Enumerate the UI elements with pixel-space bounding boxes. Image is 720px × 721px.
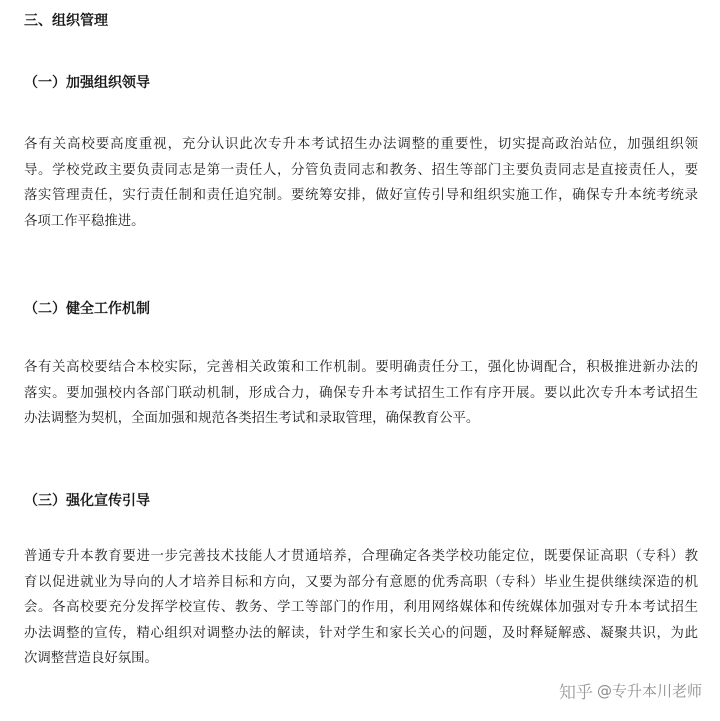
paragraph-2 [24, 355, 698, 432]
paragraph-3 [24, 544, 698, 672]
paragraph-line: 各有关高校要结合本校实际，完善相关政策和工作机制。要明确责任分工，强化协调配合，积极推进新办法的 [24, 360, 698, 375]
paragraph-line: 各项工作平稳推进。 [24, 213, 145, 229]
paragraph-line: 次调整营造良好氛围。 [24, 651, 158, 666]
watermark-author: @专升本川老师 [596, 682, 702, 700]
paragraph-line: 导。学校党政主要负责同志是第一责任人，分管负责同志和教务、招生等部门主要负责同志是直接责任人，要 [24, 162, 698, 178]
paragraph-line: 落实管理责任，实行责任制和责任追究制。要统筹安排，做好宣传引导和组织实施工作，确保专升本统考统录 [24, 188, 698, 203]
subsection-heading-3: （三）强化宣传引导 [24, 493, 150, 509]
paragraph-line: 落实。要加强校内各部门联动机制，形成合力，确保专升本考试招生工作有序开展。要以此次专升本考试招生 [24, 385, 698, 401]
zhihu-logo-text: 知乎 [558, 683, 593, 703]
subsection-heading-2: （二）健全工作机制 [24, 301, 150, 317]
paragraph-line: 会。各高校要充分发挥学校宣传、教务、学工等部门的作用，利用网络媒体和传统媒体加强对专升本考试招生 [24, 600, 698, 615]
subsection-heading-1: （一）加强组织领导 [24, 75, 150, 91]
paragraph-line: 各有关高校要高度重视，充分认识此次专升本考试招生办法调整的重要性，切实提高政治站位，加强组织领 [24, 137, 698, 152]
paragraph-line: 育以促进就业为导向的人才培养目标和方向，又要为部分有意愿的优秀高职（专科）毕业生提供继续深造的机 [24, 574, 698, 590]
paragraph-line: 办法调整的宣传，精心组织对调整办法的解读，针对学生和家长关心的问题，及时释疑解惑、凝聚共识，为此 [24, 625, 698, 641]
paragraph-line: 办法调整为契机，全面加强和规范各类招生考试和录取管理，确保教育公平。 [24, 411, 480, 426]
section-title: 三、组织管理 [24, 13, 108, 29]
paragraph-1 [24, 132, 698, 234]
paragraph-line: 普通专升本教育要进一步完善技术技能人才贯通培养，合理确定各类学校功能定位，既要保证高职（专科）教 [24, 549, 698, 564]
watermark [559, 678, 702, 703]
